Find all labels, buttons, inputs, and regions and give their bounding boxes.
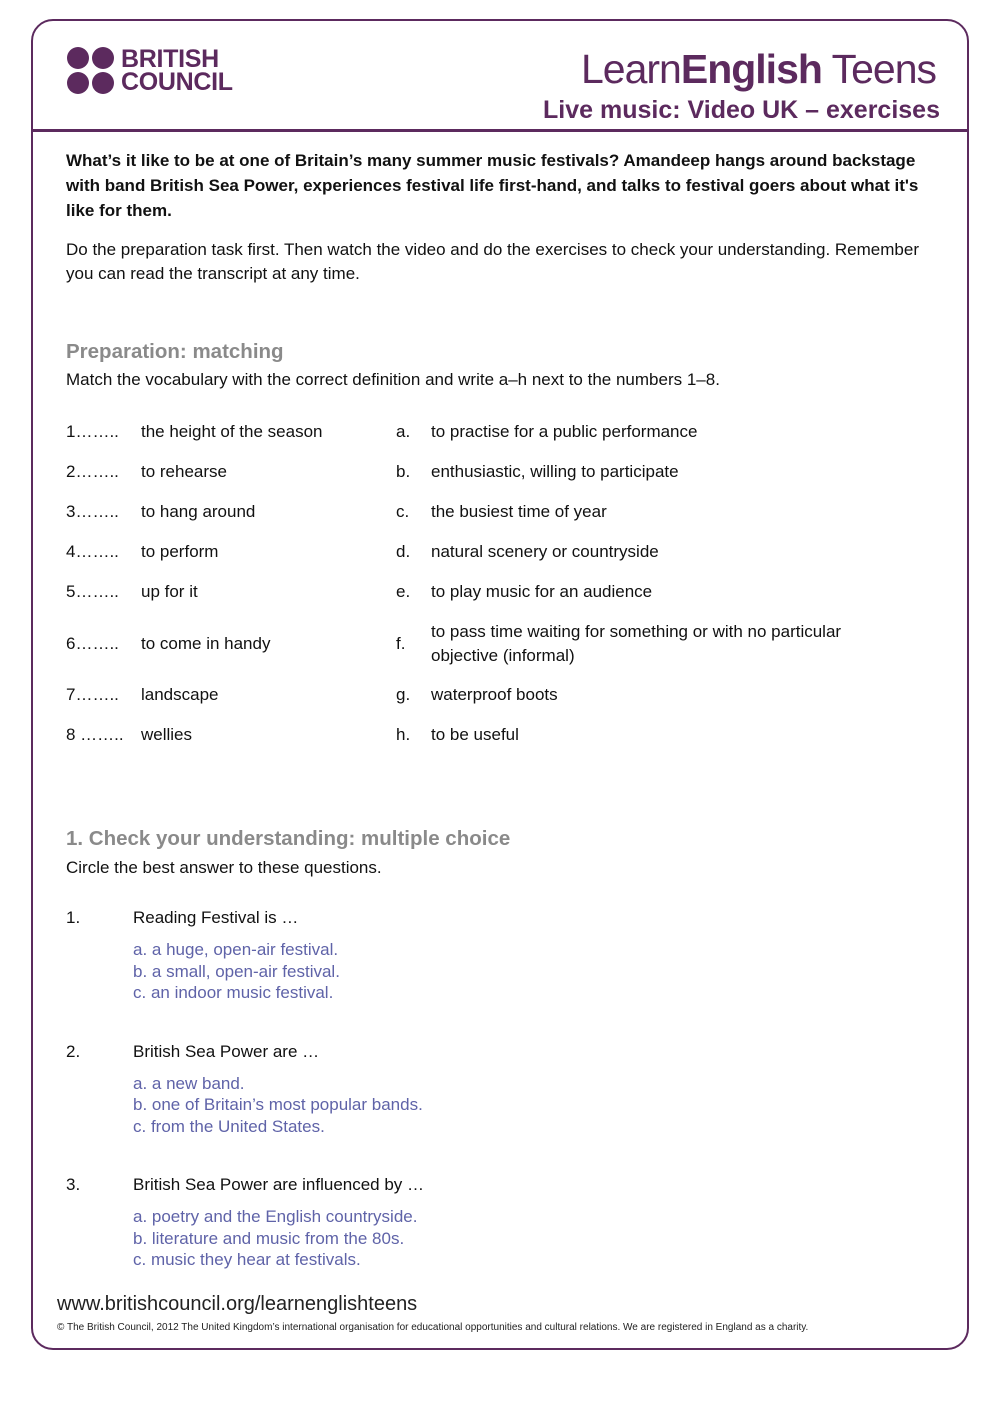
header-divider	[31, 129, 969, 132]
answer-option[interactable]: c. music they hear at festivals.	[133, 1250, 361, 1269]
logo-line-1: BRITISH	[121, 45, 219, 73]
matching-row	[66, 572, 911, 612]
definition-letter: b.	[396, 462, 411, 481]
question	[66, 908, 936, 1004]
answer-options	[133, 1206, 936, 1271]
matching-row	[66, 532, 911, 572]
question-number: 3.	[66, 1175, 81, 1194]
matching-table	[66, 412, 911, 755]
logo-line-2: COUNCIL	[121, 68, 233, 96]
definition-text: to pass time waiting for something or with no particular objective (informal)	[431, 621, 842, 665]
definition-letter: f.	[396, 633, 406, 653]
definition-text: waterproof boots	[431, 685, 558, 704]
item-number[interactable]: 5……..	[66, 582, 119, 601]
question-text: British Sea Power are …	[133, 1041, 320, 1061]
definition-text: enthusiastic, willing to participate	[431, 462, 679, 481]
vocab-term: to hang around	[141, 502, 256, 521]
question-text: British Sea Power are influenced by …	[133, 1175, 425, 1194]
item-number[interactable]: 6……..	[66, 633, 119, 653]
brand-learn: Learn	[580, 46, 681, 92]
matching-row	[66, 715, 911, 755]
vocab-term: to rehearse	[141, 462, 227, 481]
exercise1-instruction: Circle the best answer to these questions.	[66, 858, 382, 877]
brand-teens: Teens	[821, 46, 936, 92]
intro-instructions: Do the preparation task first. Then watch the video and do the exercises to check your understanding. Remember you can read the transcript at any time.	[66, 240, 919, 283]
definition-letter: g.	[396, 685, 411, 704]
preparation-title: Preparation: matching	[66, 340, 284, 363]
answer-option[interactable]: b. one of Britain’s most popular bands.	[133, 1095, 423, 1114]
question-text: Reading Festival is …	[133, 908, 299, 927]
question	[66, 1042, 936, 1138]
definition-letter: e.	[396, 582, 411, 601]
vocab-term: to perform	[141, 542, 219, 561]
definition-text: natural scenery or countryside	[431, 542, 659, 561]
preparation-instruction: Match the vocabulary with the correct definition and write a–h next to the numbers 1–8.	[66, 370, 720, 389]
answer-option[interactable]: a. poetry and the English countryside.	[133, 1207, 418, 1226]
footer-copyright: © The British Council, 2012 The United Kingdom’s international organisation for educational opportunities and cultural relations. We are registered in England as a charity.	[57, 1322, 809, 1333]
definition-letter: h.	[396, 725, 411, 744]
item-number[interactable]: 8 ……..	[66, 725, 124, 744]
page-title: Live music: Video UK – exercises	[543, 96, 940, 124]
matching-row	[66, 675, 911, 715]
exercise1-title: 1. Check your understanding: multiple choice	[66, 827, 511, 850]
intro-bold-text: What’s it like to be at one of Britain’s many summer music festivals? Amandeep hangs around backstage with band British Sea Power, experiences festival life first-hand, and talks to festival goers about what it's like for them.	[66, 151, 919, 220]
definition-letter: c.	[396, 502, 410, 521]
vocab-term: to come in handy	[141, 633, 271, 653]
answer-options	[133, 939, 936, 1004]
item-number[interactable]: 4……..	[66, 542, 119, 561]
answer-option[interactable]: c. from the United States.	[133, 1116, 325, 1136]
definition-letter: a.	[396, 422, 411, 441]
answer-option[interactable]: a. a new band.	[133, 1073, 245, 1093]
answer-option[interactable]: b. literature and music from the 80s.	[133, 1228, 405, 1248]
answer-options	[133, 1073, 936, 1138]
matching-row	[66, 452, 911, 492]
vocab-term: landscape	[141, 685, 219, 704]
answer-option[interactable]: a. a huge, open-air festival.	[133, 940, 339, 959]
definition-text: to play music for an audience	[431, 582, 653, 601]
question-number: 1.	[66, 908, 81, 927]
definition-text: to be useful	[431, 725, 519, 744]
question-list	[66, 908, 936, 1271]
vocab-term: wellies	[141, 725, 193, 744]
item-number[interactable]: 3……..	[66, 502, 119, 521]
answer-option[interactable]: b. a small, open-air festival.	[133, 961, 340, 981]
matching-row	[66, 492, 911, 532]
vocab-term: up for it	[141, 582, 198, 601]
definition-text: to practise for a public performance	[431, 422, 698, 441]
learnenglish-teens-brand	[581, 46, 936, 93]
answer-option[interactable]: c. an indoor music festival.	[133, 983, 334, 1002]
footer-url[interactable]: www.britishcouncil.org/learnenglishteens	[57, 1293, 418, 1315]
question	[66, 1175, 936, 1271]
definition-text: the busiest time of year	[431, 502, 607, 521]
matching-row	[66, 412, 911, 452]
vocab-term: the height of the season	[141, 422, 323, 441]
item-number[interactable]: 2……..	[66, 462, 119, 481]
matching-row	[66, 612, 911, 675]
item-number[interactable]: 1……..	[66, 422, 119, 441]
british-council-logo	[67, 47, 233, 95]
definition-letter: d.	[396, 542, 411, 561]
brand-english: English	[680, 46, 822, 92]
worksheet-content	[66, 148, 936, 1271]
question-number: 2.	[66, 1041, 81, 1061]
logo-dots-icon	[67, 47, 115, 95]
item-number[interactable]: 7……..	[66, 685, 119, 704]
